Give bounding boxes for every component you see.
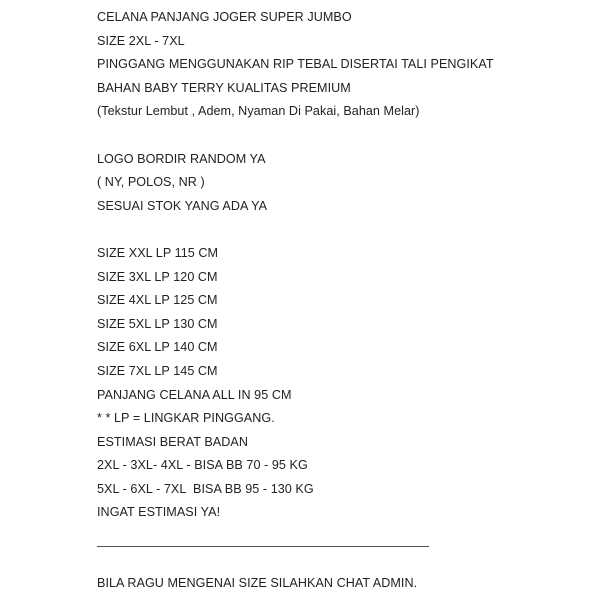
spacer: [97, 218, 597, 242]
texture-note: (Tekstur Lembut , Adem, Nyaman Di Pakai, Bahan Melar): [97, 104, 420, 119]
weight-estimate-small: 2XL - 3XL- 4XL - BISA BB 70 - 95 KG: [97, 458, 308, 473]
weight-estimate-heading: ESTIMASI BERAT BADAN: [97, 434, 248, 449]
size-row-6xl: SIZE 6XL LP 140 CM: [97, 340, 218, 355]
product-description: [97, 6, 597, 596]
size-row-7xl: SIZE 7XL LP 145 CM: [97, 363, 218, 378]
size-row-xxl: SIZE XXL LP 115 CM: [97, 245, 219, 260]
size-row-5xl: SIZE 5XL LP 130 CM: [97, 316, 218, 331]
product-title: CELANA PANJANG JOGER SUPER JUMBO: [97, 10, 352, 24]
logo-options: ( NY, POLOS, NR ): [97, 175, 205, 190]
fabric-detail: BAHAN BABY TERRY KUALITAS PREMIUM: [97, 80, 351, 95]
spacer: [97, 124, 597, 148]
pants-length: PANJANG CELANA ALL IN 95 CM: [97, 387, 292, 402]
size-row-4xl: SIZE 4XL LP 125 CM: [97, 293, 218, 308]
logo-note: LOGO BORDIR RANDOM YA: [97, 151, 266, 166]
waist-detail: PINGGANG MENGGUNAKAN RIP TEBAL DISERTAI TALI PENGIKAT: [97, 57, 494, 72]
logo-info-block: [97, 148, 597, 219]
size-row-3xl: SIZE 3XL LP 120 CM: [97, 269, 218, 284]
size-chart-block: [97, 242, 597, 525]
estimate-reminder: INGAT ESTIMASI YA!: [97, 505, 221, 520]
lp-legend: * * LP = LINGKAR PINGGANG.: [97, 411, 275, 426]
product-intro-block: [97, 6, 597, 124]
size-range: SIZE 2XL - 7XL: [97, 33, 185, 48]
footer-note: BILA RAGU MENGENAI SIZE SILAHKAN CHAT ADMIN.: [97, 576, 418, 591]
weight-estimate-large: 5XL - 6XL - 7XL BISA BB 95 - 130 KG: [97, 481, 314, 496]
divider: [97, 525, 597, 572]
stock-note: SESUAI STOK YANG ADA YA: [97, 198, 268, 213]
